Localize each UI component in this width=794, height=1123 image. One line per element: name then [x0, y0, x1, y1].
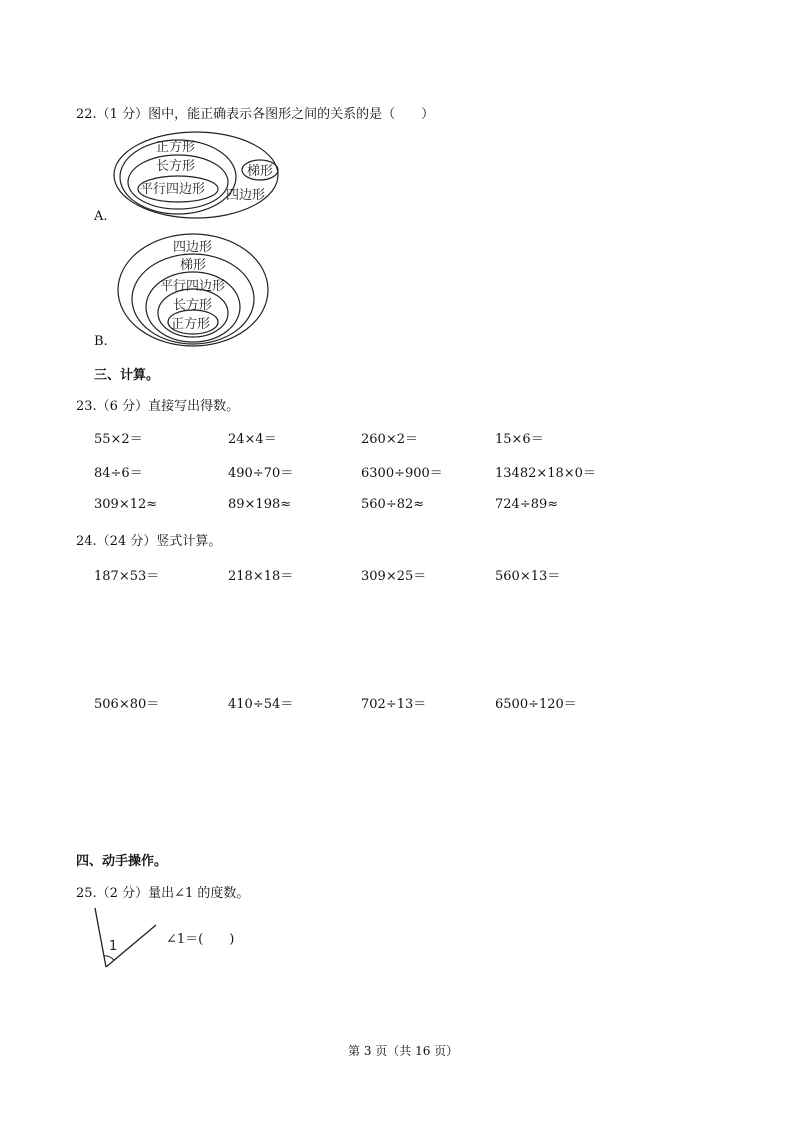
q23-item: 560÷82≈: [361, 497, 425, 512]
q24-item: 560×13＝: [495, 569, 561, 584]
q23-item: 6300÷900＝: [361, 466, 443, 481]
q24-item: 410÷54＝: [228, 697, 294, 712]
q25-answer: ∠1＝( ): [166, 932, 235, 947]
a-parallelogram-label: 平行四边形: [140, 182, 206, 197]
a-trapezoid-label: 梯形: [247, 164, 274, 179]
q22-stem: 22.（1 分）图中，能正确表示各图形之间的关系的是（ ）: [76, 107, 435, 122]
q23-item: 89×198≈: [228, 497, 292, 512]
q23-item: 84÷6＝: [94, 466, 143, 481]
q23-stem: 23.（6 分）直接写出得数。: [76, 399, 240, 414]
page-footer: 第 3 页（共 16 页）: [348, 1044, 459, 1058]
section-3-heading: 三、计算。: [94, 368, 160, 383]
q24-item: 6500÷120＝: [495, 697, 577, 712]
q23-item: 13482×18×0＝: [495, 466, 596, 481]
b-parallelogram-label: 平行四边形: [160, 279, 226, 294]
q23-item: 15×6＝: [495, 432, 544, 447]
q24-item: 702÷13＝: [361, 697, 427, 712]
q22-option-a-label: A.: [94, 209, 108, 224]
b-square-label: 正方形: [171, 317, 211, 332]
b-rectangle-label: 长方形: [173, 298, 213, 313]
q24-item: 218×18＝: [228, 569, 294, 584]
q24-item: 187×53＝: [94, 569, 160, 584]
q25-stem: 25.（2 分）量出∠1 的度数。: [76, 886, 250, 901]
q23-item: 309×12≈: [94, 497, 158, 512]
q23-item: 260×2＝: [361, 432, 418, 447]
angle-1-diagram: [88, 900, 168, 972]
a-quadrilateral-label: 四边形: [226, 188, 266, 203]
a-square-label: 正方形: [156, 140, 196, 155]
q23-item: 55×2＝: [94, 432, 143, 447]
q23-item: 24×4＝: [228, 432, 277, 447]
q24-item: 506×80＝: [94, 697, 160, 712]
q23-item: 490÷70＝: [228, 466, 294, 481]
q24-stem: 24.（24 分）竖式计算。: [76, 534, 222, 549]
angle-arc: [104, 956, 114, 960]
q22-option-a-diagram: [110, 130, 290, 225]
q24-item: 309×25＝: [361, 569, 427, 584]
angle-1-label: 1: [109, 939, 118, 954]
q22-option-b-label: B.: [94, 334, 108, 349]
q23-item: 724÷89≈: [495, 497, 559, 512]
angle-ray-left: [95, 908, 106, 967]
a-rectangle-label: 长方形: [156, 159, 196, 174]
b-trapezoid-label: 梯形: [180, 258, 207, 273]
section-4-heading: 四、动手操作。: [76, 854, 168, 869]
q22-option-b-diagram: [115, 230, 275, 348]
b-quadrilateral-label: 四边形: [173, 240, 213, 255]
